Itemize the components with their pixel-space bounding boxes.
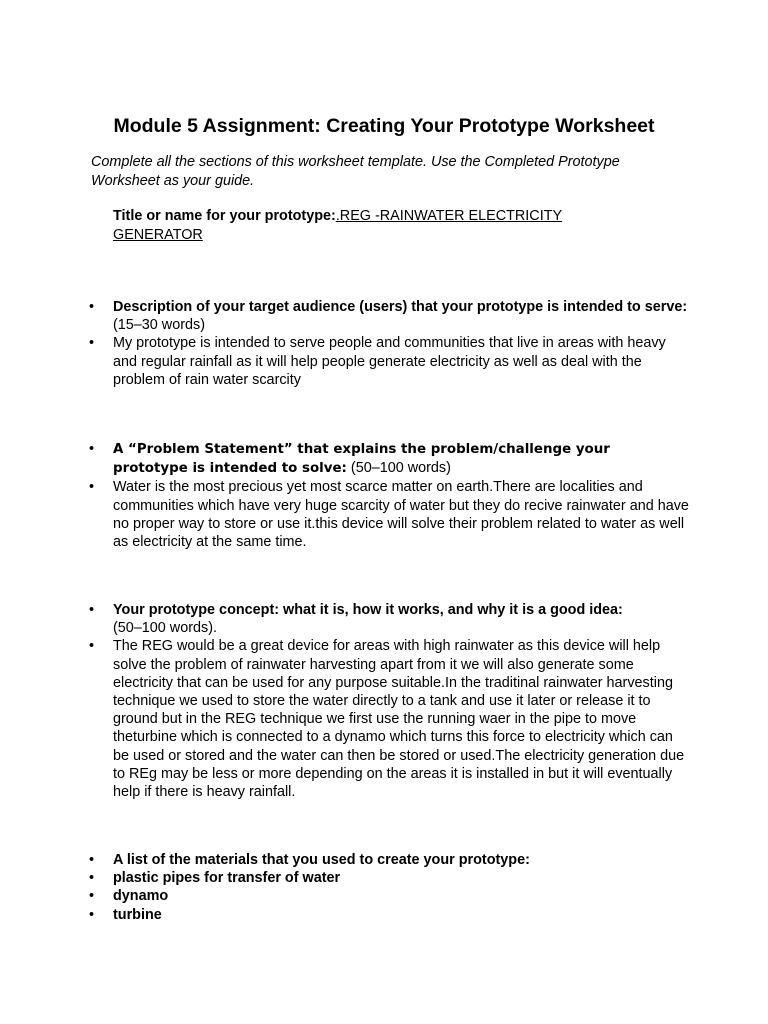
materials-question: A list of the materials that you used to create your prototype: xyxy=(113,852,530,868)
bullet-icon: • xyxy=(89,638,95,655)
bullet-icon: • xyxy=(89,602,95,618)
material-item: dynamo xyxy=(113,888,169,905)
bullet-icon: • xyxy=(89,852,95,868)
list-item xyxy=(89,601,689,637)
page-title: Module 5 Assignment: Creating Your Prototype Worksheet xyxy=(113,115,655,137)
list-item xyxy=(89,887,689,905)
material-item: plastic pipes for transfer of water xyxy=(113,870,341,887)
bullet-icon: • xyxy=(89,906,95,923)
list-item xyxy=(89,869,689,887)
problem-word-limit: (50–100 words) xyxy=(346,460,451,477)
concept-word-limit: (50–100 words). xyxy=(113,620,217,637)
bullet-icon: • xyxy=(89,479,95,496)
bullet-icon: • xyxy=(89,888,95,905)
section-materials xyxy=(89,851,689,924)
bullet-icon: • xyxy=(89,441,95,457)
problem-question: A “Problem Statement” that explains the problem/challenge your prototype is intended to solve: xyxy=(113,442,610,477)
list-item xyxy=(89,440,689,478)
bullet-icon: • xyxy=(89,335,95,352)
list-item xyxy=(89,851,689,869)
list-item xyxy=(89,478,689,551)
section-prototype-concept xyxy=(89,601,689,801)
material-item: turbine xyxy=(113,906,162,923)
prototype-title-label: Title or name for your prototype: xyxy=(113,208,336,224)
problem-answer: Water is the most precious yet most scarce matter on earth.There are localities and communities which have very huge scarcity of water but they do recive rainwater and have no proper way to store or use it.this device will solve their problem related to water as well as electricity at the same time. xyxy=(113,479,689,551)
audience-word-limit: (15–30 words) xyxy=(113,317,205,334)
concept-answer: The REG would be a great device for areas with high rainwater as this device will help solve the problem of rainwater harvesting apart from it we will also generate some electricity that can be used for any purpose suitable.In the traditinal rainwater harvesting technique we used to store the water directly to a tank and use it later or release it to ground but in the REG technique we first use the running waer in the pipe to move theturbine which is connected to a dynamo which turns this force to electricity which can be used or stored and the water can then be stored or used.The electricity generation due to REg may be less or more depending on the areas it is installed in but it will eventually help if there is heavy rainfall. xyxy=(113,638,685,801)
audience-question: Description of your target audience (users) that your prototype is intended to serve: xyxy=(113,299,688,315)
concept-question: Your prototype concept: what it is, how it works, and why it is a good idea: xyxy=(113,602,623,618)
bullet-icon: • xyxy=(89,870,95,887)
list-item xyxy=(89,637,689,801)
list-item xyxy=(89,298,689,334)
prototype-title-value: .REG -RAINWATER ELECTRICITY GENERATOR xyxy=(113,208,563,243)
intro-instructions: Complete all the sections of this worksheet template. Use the Completed Prototype Worksheet as your guide. xyxy=(91,154,620,189)
prototype-title-line xyxy=(113,207,633,245)
section-problem-statement xyxy=(89,440,689,551)
list-item xyxy=(89,906,689,924)
list-item xyxy=(89,334,689,389)
section-target-audience xyxy=(89,298,689,389)
bullet-icon: • xyxy=(89,299,95,315)
audience-answer: My prototype is intended to serve people and communities that live in areas with heavy and regular rainfall as it will help people generate electricity as well as deal with the problem of rain water scarcity xyxy=(113,335,666,388)
